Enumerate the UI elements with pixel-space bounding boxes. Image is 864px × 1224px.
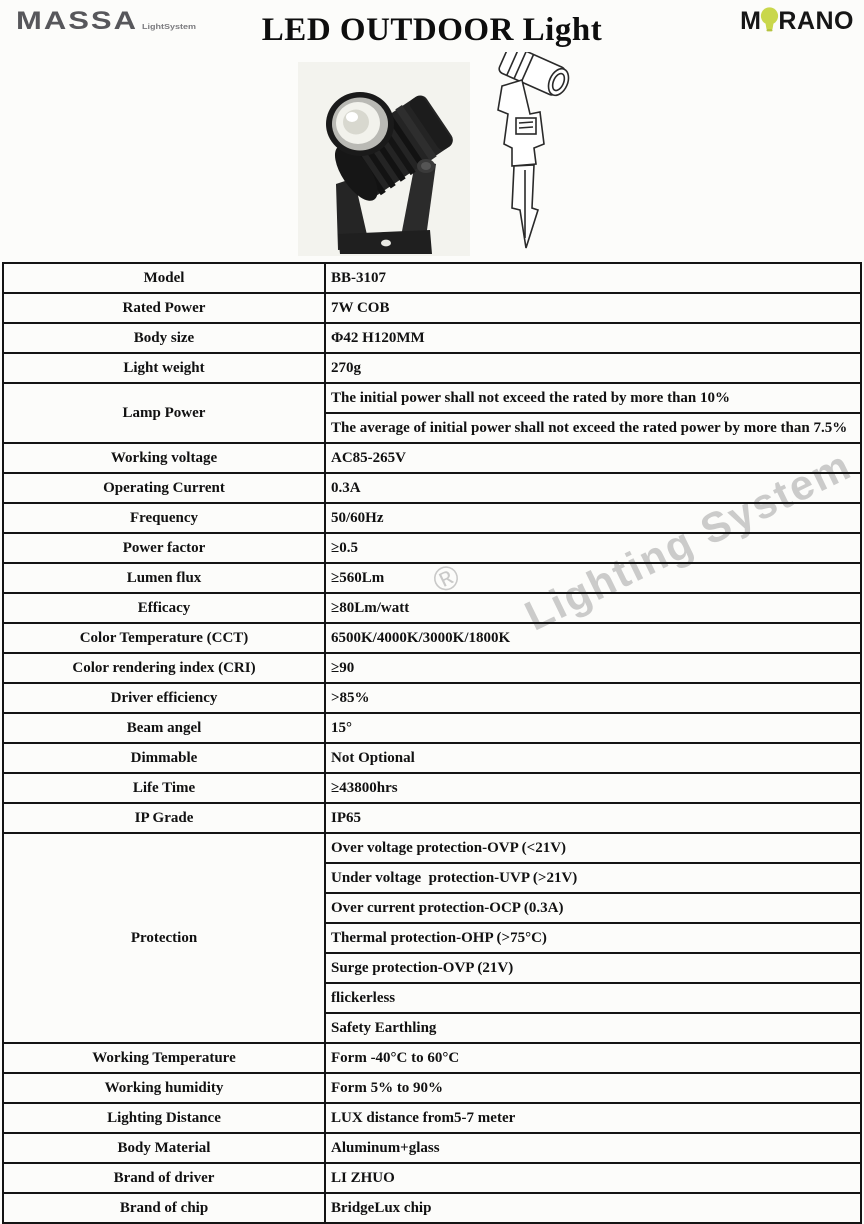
brand-morano-suffix: RANO bbox=[778, 6, 854, 35]
table-row bbox=[3, 533, 861, 563]
table-row bbox=[3, 1163, 861, 1193]
spec-value: 50/60Hz bbox=[325, 503, 861, 533]
table-row bbox=[3, 683, 861, 713]
brand-logo-morano bbox=[740, 4, 854, 38]
spec-value: Over voltage protection-OVP (<21V) bbox=[325, 833, 861, 863]
spec-value: ≥560Lm bbox=[325, 563, 861, 593]
spec-label: Working Temperature bbox=[3, 1043, 325, 1073]
spec-label: Frequency bbox=[3, 503, 325, 533]
spec-value: Over current protection-OCP (0.3A) bbox=[325, 893, 861, 923]
watermark-text: Lighting System bbox=[517, 440, 859, 640]
spec-value: 270g bbox=[325, 353, 861, 383]
spec-value: Form 5% to 90% bbox=[325, 1073, 861, 1103]
spec-value: The initial power shall not exceed the rated by more than 10% bbox=[325, 383, 861, 413]
spec-label: Beam angel bbox=[3, 713, 325, 743]
spec-label: Dimmable bbox=[3, 743, 325, 773]
spotlight-photo-icon bbox=[298, 62, 470, 256]
spec-value: Safety Earthling bbox=[325, 1013, 861, 1043]
table-row bbox=[3, 593, 861, 623]
spec-value: IP65 bbox=[325, 803, 861, 833]
spec-label: Brand of driver bbox=[3, 1163, 325, 1193]
spec-value: 15° bbox=[325, 713, 861, 743]
table-row bbox=[3, 1073, 861, 1103]
spec-label: Life Time bbox=[3, 773, 325, 803]
product-line-drawing bbox=[478, 52, 584, 254]
table-row bbox=[3, 743, 861, 773]
spec-label: Brand of chip bbox=[3, 1193, 325, 1223]
spec-label: Power factor bbox=[3, 533, 325, 563]
spec-value: ≥90 bbox=[325, 653, 861, 683]
table-row bbox=[3, 1103, 861, 1133]
spec-value: ≥43800hrs bbox=[325, 773, 861, 803]
spec-value: BridgeLux chip bbox=[325, 1193, 861, 1223]
table-row bbox=[3, 293, 861, 323]
spec-value: flickerless bbox=[325, 983, 861, 1013]
spec-value: LUX distance from5-7 meter bbox=[325, 1103, 861, 1133]
spec-value: BB-3107 bbox=[325, 263, 861, 293]
table-row bbox=[3, 1133, 861, 1163]
spec-label: Model bbox=[3, 263, 325, 293]
product-photo bbox=[298, 62, 470, 256]
spec-label: Color rendering index (CRI) bbox=[3, 653, 325, 683]
spec-label: Light weight bbox=[3, 353, 325, 383]
spec-label: Lumen flux bbox=[3, 563, 325, 593]
spec-label: Driver efficiency bbox=[3, 683, 325, 713]
table-row bbox=[3, 443, 861, 473]
watermark-registered-icon: ® bbox=[426, 556, 466, 602]
spec-label: Protection bbox=[3, 833, 325, 1043]
spec-value: Surge protection-OVP (21V) bbox=[325, 953, 861, 983]
spec-label: Working humidity bbox=[3, 1073, 325, 1103]
table-row bbox=[3, 713, 861, 743]
table-row bbox=[3, 473, 861, 503]
spec-value: >85% bbox=[325, 683, 861, 713]
lightbulb-icon bbox=[760, 6, 779, 40]
table-row bbox=[3, 803, 861, 833]
table-row bbox=[3, 833, 861, 863]
spec-label: Efficacy bbox=[3, 593, 325, 623]
spec-table-body bbox=[3, 263, 861, 1223]
spec-label: Operating Current bbox=[3, 473, 325, 503]
table-row bbox=[3, 503, 861, 533]
table-row bbox=[3, 773, 861, 803]
page-title: LED OUTDOOR Light bbox=[261, 12, 603, 48]
spec-value: Aluminum+glass bbox=[325, 1133, 861, 1163]
brand-morano-prefix: M bbox=[740, 6, 762, 35]
spec-label: Body size bbox=[3, 323, 325, 353]
brand-massa-subtext: LightSystem bbox=[141, 22, 196, 31]
table-row bbox=[3, 623, 861, 653]
spec-value: 7W COB bbox=[325, 293, 861, 323]
table-row bbox=[3, 563, 861, 593]
spec-value: Not Optional bbox=[325, 743, 861, 773]
spec-value: ≥80Lm/watt bbox=[325, 593, 861, 623]
table-row bbox=[3, 323, 861, 353]
spec-value: Under voltage protection-UVP (>21V) bbox=[325, 863, 861, 893]
spec-label: Working voltage bbox=[3, 443, 325, 473]
table-row bbox=[3, 1043, 861, 1073]
table-row bbox=[3, 353, 861, 383]
spec-label: Body Material bbox=[3, 1133, 325, 1163]
spec-value: ≥0.5 bbox=[325, 533, 861, 563]
spec-value: The average of initial power shall not exceed the rated power by more than 7.5% bbox=[325, 413, 861, 443]
spec-label: Rated Power bbox=[3, 293, 325, 323]
spec-value: LI ZHUO bbox=[325, 1163, 861, 1193]
spec-value: Thermal protection-OHP (>75°C) bbox=[325, 923, 861, 953]
spec-label: IP Grade bbox=[3, 803, 325, 833]
spec-value: 6500K/4000K/3000K/1800K bbox=[325, 623, 861, 653]
table-row bbox=[3, 383, 861, 413]
spec-value: 0.3A bbox=[325, 473, 861, 503]
spike-light-drawing-icon bbox=[478, 52, 584, 254]
spec-label: Lighting Distance bbox=[3, 1103, 325, 1133]
brand-massa-text: MASSA bbox=[16, 6, 138, 35]
spec-label: Color Temperature (CCT) bbox=[3, 623, 325, 653]
spec-value: Φ42 H120MM bbox=[325, 323, 861, 353]
table-row bbox=[3, 263, 861, 293]
spec-value: Form -40°C to 60°C bbox=[325, 1043, 861, 1073]
table-row bbox=[3, 653, 861, 683]
table-row bbox=[3, 1193, 861, 1223]
spec-label: Lamp Power bbox=[3, 383, 325, 443]
spec-table bbox=[2, 262, 862, 1224]
spec-value: AC85-265V bbox=[325, 443, 861, 473]
